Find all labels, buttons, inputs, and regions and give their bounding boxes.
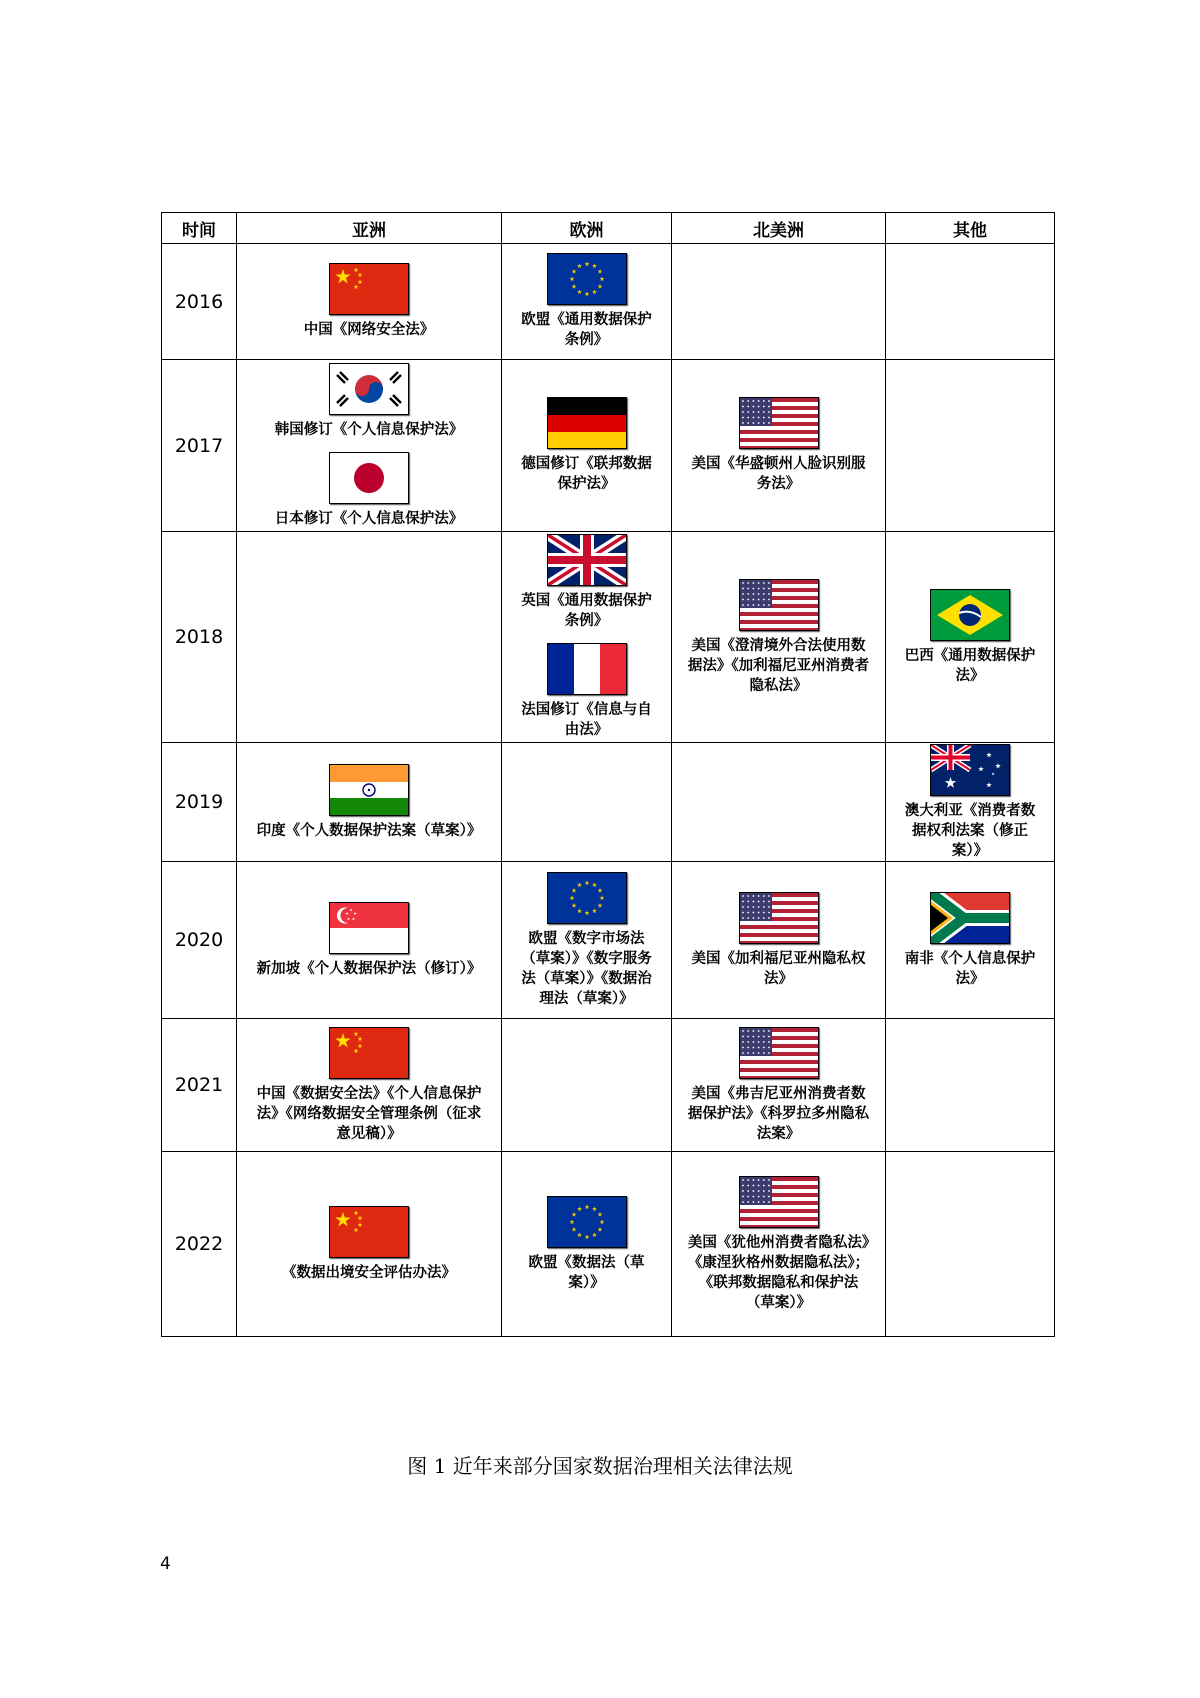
law-label: 韩国修订《个人信息保护法》 [274,421,464,438]
north-america-cell [672,244,886,360]
other-cell [886,862,1055,1019]
law-entry [502,534,671,631]
law-entry [672,892,885,989]
china-flag [329,1206,409,1258]
law-label: 法国修订《信息与自由法》 [521,702,652,738]
law-label: 中国《数据安全法》《个人信息保护法》《网络数据安全管理条例（征求意见稿）》 [256,1085,482,1142]
india-flag [329,764,409,816]
other-cell [886,743,1055,862]
europe-cell [502,862,672,1019]
header-north-america: 北美洲 [672,213,886,244]
law-entry [502,253,671,350]
law-entry [886,892,1054,989]
china-flag [329,263,409,315]
law-entry [237,363,501,440]
law-entry [237,902,501,979]
law-label: 日本修订《个人信息保护法》 [274,510,464,527]
asia-cell [237,532,502,743]
law-entry [672,1176,885,1313]
year-cell: 2017 [162,360,237,532]
north-america-cell [672,743,886,862]
law-label: 美国《犹他州消费者隐私法》《康涅狄格州数据隐私法》；《联邦数据隐私和保护法（草案）》 [687,1234,870,1311]
usa-flag [739,892,819,944]
usa-flag [739,397,819,449]
japan-flag [329,452,409,504]
asia-cell [237,1019,502,1152]
uk-flag [547,534,627,586]
brazil-flag [930,589,1010,641]
law-label: 美国《澄清境外合法使用数据法》《加利福尼亚州消费者隐私法》 [687,637,870,694]
law-entry [502,643,671,740]
year-cell: 2019 [162,743,237,862]
other-cell [886,1152,1055,1337]
legislation-table [161,212,1055,1337]
north-america-cell [672,360,886,532]
law-label: 英国《通用数据保护条例》 [521,593,652,629]
france-flag [547,643,627,695]
law-entry [237,1206,501,1283]
law-entry [672,579,885,696]
usa-flag [739,1176,819,1228]
other-cell [886,360,1055,532]
law-label: 欧盟《数字市场法（草案）》《数字服务法（草案）》《数据治理法（草案）》 [521,930,652,1007]
header-time: 时间 [162,213,237,244]
europe-cell [502,360,672,532]
law-label: 德国修订《联邦数据保护法》 [521,456,652,492]
asia-cell [237,743,502,862]
asia-cell [237,1152,502,1337]
china-flag [329,1027,409,1079]
law-entry [237,1027,501,1144]
north-america-cell [672,1019,886,1152]
year-cell: 2021 [162,1019,237,1152]
law-entry [672,397,885,494]
law-label: 美国《弗吉尼亚州消费者数据保护法》《科罗拉多州隐私法案》 [687,1085,870,1142]
table-row [162,743,1055,862]
law-label: 新加坡《个人数据保护法（修订）》 [256,960,482,977]
law-label: 澳大利亚《消费者数据权利法案（修正案）》 [904,802,1036,859]
table-row [162,1019,1055,1152]
europe-cell [502,244,672,360]
eu-flag [547,253,627,305]
asia-cell [237,360,502,532]
other-cell [886,1019,1055,1152]
table-row [162,532,1055,743]
law-label: 《数据出境安全评估办法》 [282,1264,456,1281]
usa-flag [739,579,819,631]
law-label: 巴西《通用数据保护法》 [904,647,1036,684]
usa-flag [739,1027,819,1079]
australia-flag [930,744,1010,796]
table-row [162,1152,1055,1337]
law-label: 美国《加利福尼亚州隐私权法》 [691,950,866,987]
figure-caption: 图 1 近年来部分国家数据治理相关法律法规 [407,1454,793,1478]
germany-flag [547,397,627,449]
law-entry [672,1027,885,1144]
north-america-cell [672,532,886,743]
europe-cell [502,1152,672,1337]
law-label: 欧盟《通用数据保护条例》 [521,312,652,348]
year-cell: 2018 [162,532,237,743]
law-label: 欧盟《数据法（草案）》 [528,1254,645,1291]
law-entry [886,589,1054,686]
eu-flag [547,1196,627,1248]
law-label: 南非《个人信息保护法》 [904,950,1036,987]
europe-cell [502,532,672,743]
law-entry [502,397,671,494]
north-america-cell [672,1152,886,1337]
year-cell: 2022 [162,1152,237,1337]
north-america-cell [672,862,886,1019]
header-row [162,213,1055,244]
table-row [162,862,1055,1019]
europe-cell [502,1019,672,1152]
header-other: 其他 [886,213,1055,244]
law-label: 美国《华盛顿州人脸识别服务法》 [691,456,866,492]
header-asia: 亚洲 [237,213,502,244]
law-entry [237,452,501,529]
year-cell: 2016 [162,244,237,360]
law-entry [237,764,501,841]
page-number: 4 [160,1554,171,1574]
south-africa-flag [930,892,1010,944]
other-cell [886,244,1055,360]
law-entry [502,872,671,1009]
law-entry [237,263,501,340]
south-korea-flag [329,363,409,415]
eu-flag [547,872,627,924]
other-cell [886,532,1055,743]
law-entry [502,1196,671,1293]
law-label: 中国《网络安全法》 [303,322,435,338]
asia-cell [237,862,502,1019]
table-row [162,244,1055,360]
europe-cell [502,743,672,862]
asia-cell [237,244,502,360]
table-row [162,360,1055,532]
law-label: 印度《个人数据保护法案（草案）》 [256,822,482,839]
header-europe: 欧洲 [502,213,672,244]
year-cell: 2020 [162,862,237,1019]
singapore-flag [329,902,409,954]
law-entry [886,744,1054,861]
